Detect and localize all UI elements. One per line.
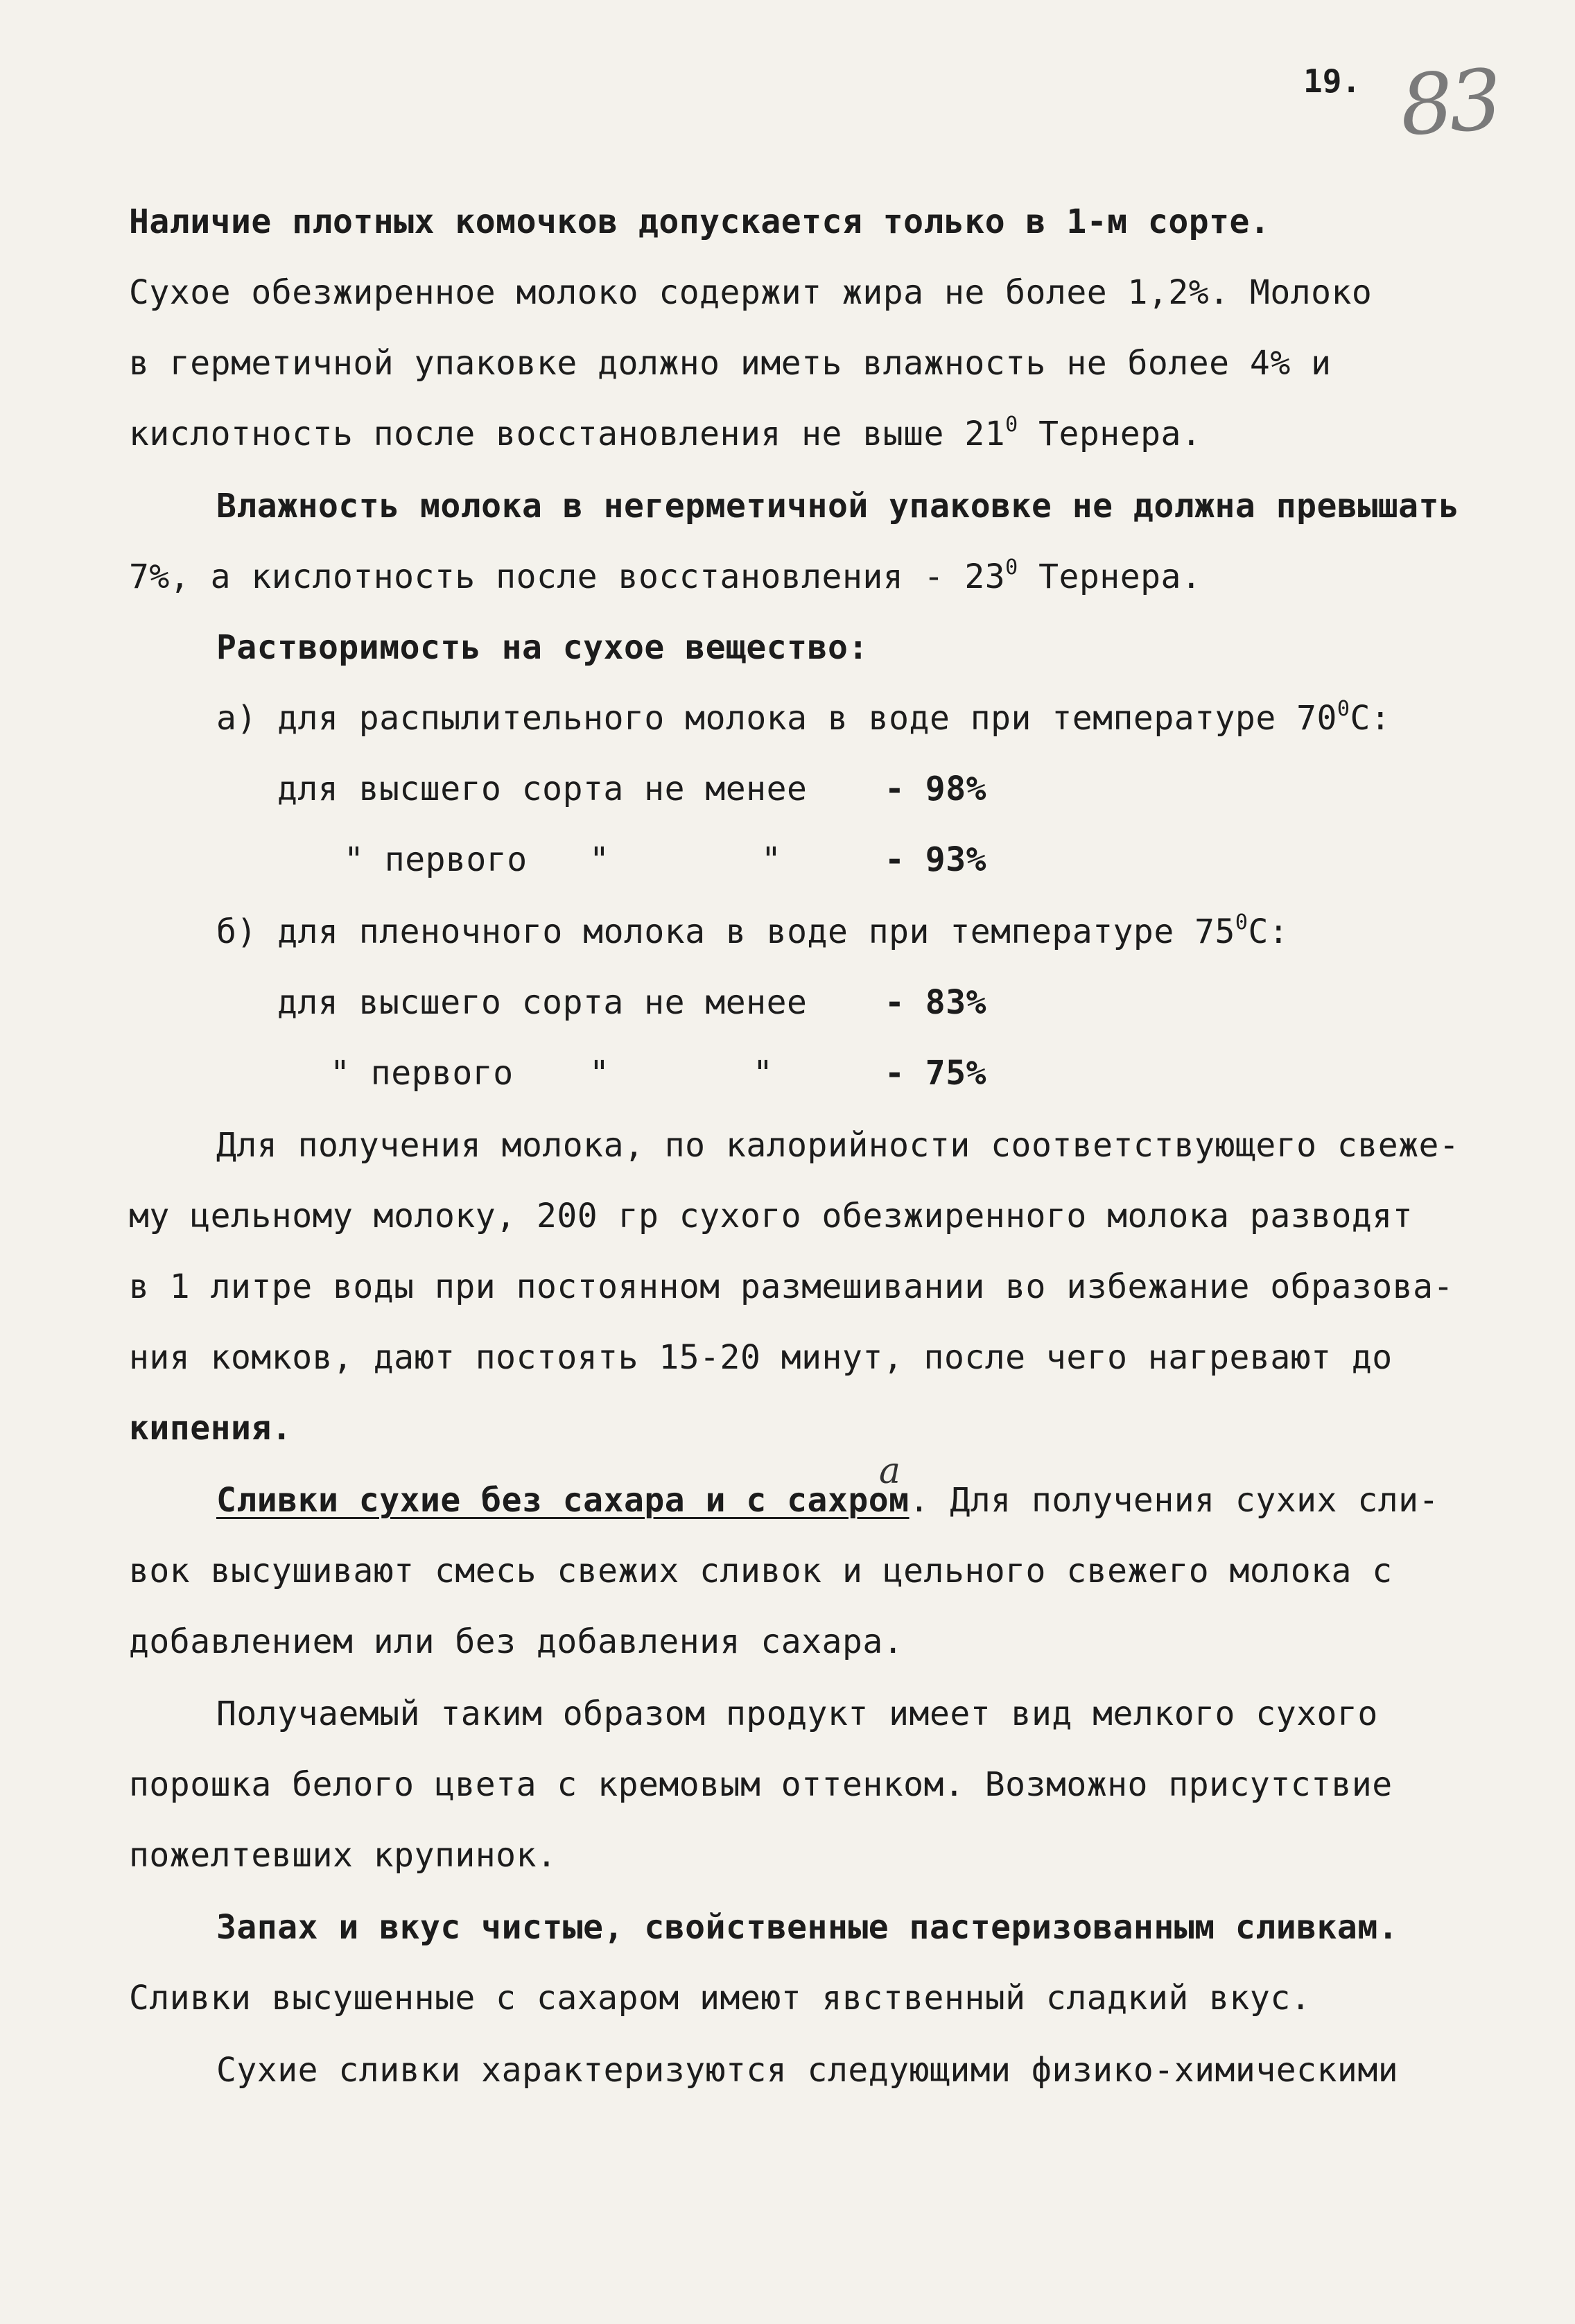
- text-line: для высшего сорта не менее: [277, 770, 808, 808]
- text-line: Для получения молока, по калорийности соответствующего свеже-: [216, 1126, 1460, 1165]
- ditto-mark: ": [589, 1054, 610, 1093]
- text-line: Сухие сливки характеризуются следующими физико-химическими: [216, 2051, 1399, 2090]
- value-cell: - 75%: [885, 1054, 986, 1093]
- ditto-mark: ": [761, 840, 782, 879]
- text-line: " первого: [344, 840, 528, 879]
- handwritten-correction: а: [879, 1450, 901, 1492]
- text-line: порошка белого цвета с кремовым оттенком. Возможно присутствие: [129, 1765, 1393, 1804]
- text-line: Растворимость на сухое вещество:: [216, 628, 869, 667]
- ditto-mark: ": [753, 1054, 774, 1093]
- archive-number-handwritten: 83: [1397, 51, 1502, 155]
- text-line: для высшего сорта не менее: [277, 983, 808, 1022]
- text-line: Получаемый таким образом продукт имеет вид мелкого сухого: [216, 1694, 1378, 1733]
- value-cell: - 83%: [885, 983, 986, 1022]
- text-line: в герметичной упаковке должно иметь влажность не более 4% и: [129, 344, 1332, 383]
- text-line: Влажность молока в негерметичной упаковке не должна превышать: [216, 487, 1460, 526]
- text-line: кислотность после восстановления не выше $21^0$ Тернера.: [129, 413, 1202, 453]
- text-line: кипения.: [129, 1409, 293, 1448]
- text-line: Запах и вкус чистые, свойственные пастеризованным сливкам.: [216, 1908, 1399, 1947]
- text-line: а) для распылительного молока в воде при температуре $70^0С$:: [216, 697, 1391, 738]
- value-cell: - 93%: [885, 840, 986, 879]
- ditto-mark: ": [589, 840, 610, 879]
- text-line: Сухое обезжиренное молоко содержит жира не более 1,2%. Молоко: [129, 273, 1373, 312]
- text-line: пожелтевших крупинок.: [129, 1836, 557, 1875]
- text-line: " первого: [330, 1054, 514, 1093]
- text-line: Сливки высушенные с сахаром имеют явственный сладкий вкус.: [129, 1979, 1312, 2018]
- text-line: Сливки сухие без сахара и с сахром. Для получения сухих сли-: [216, 1481, 1439, 1520]
- section-heading: Сливки сухие без сахара и с сахром: [216, 1481, 910, 1520]
- text-line: ния комков, дают постоять 15-20 минут, после чего нагревают до: [129, 1338, 1393, 1377]
- text-line: Наличие плотных комочков допускается только в 1-м сорте.: [129, 202, 1271, 241]
- text-line: му цельному молоку, 200 гр сухого обезжиренного молока разводят: [129, 1197, 1413, 1235]
- value-cell: - 98%: [885, 770, 986, 808]
- text-line: вок высушивают смесь свежих сливок и цельного свежего молока с: [129, 1552, 1393, 1590]
- page-number: 19.: [1303, 62, 1361, 100]
- text-line: добавлением или без добавления сахара.: [129, 1622, 904, 1661]
- text-line: 7%, а кислотность после восстановления - $23^0$ Тернера.: [129, 555, 1202, 596]
- text-line: б) для пленочного молока в воде при температуре $75^0С$:: [216, 910, 1289, 951]
- text-line: в 1 литре воды при постоянном размешивании во избежание образова-: [129, 1267, 1454, 1306]
